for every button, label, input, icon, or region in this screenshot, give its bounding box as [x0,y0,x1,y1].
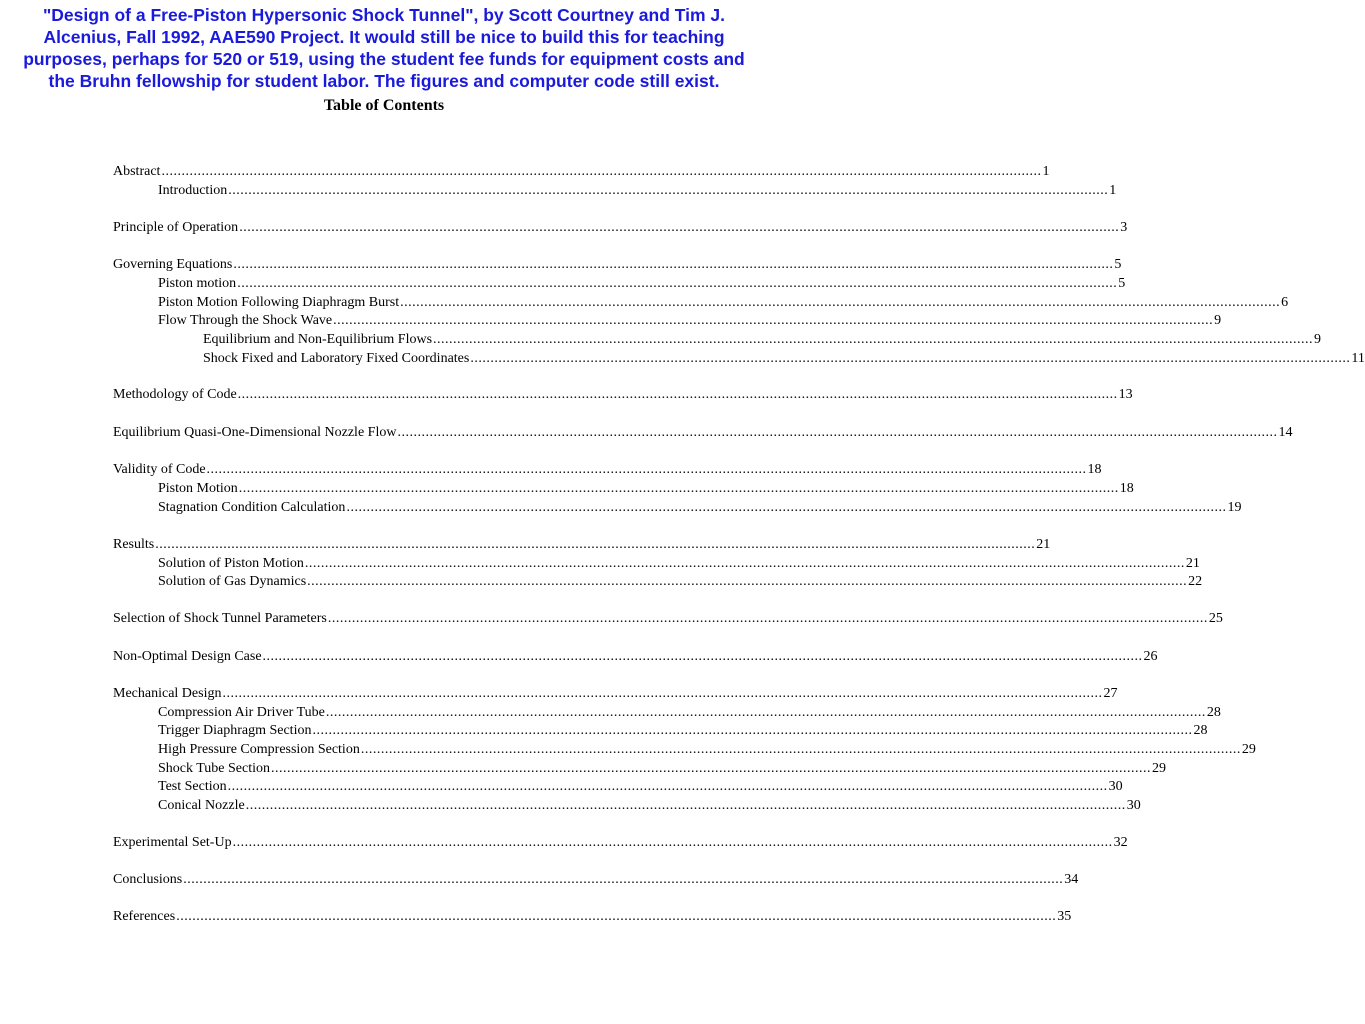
dot-leader: ............................................................................................................................................................................................................................ [397,425,1278,440]
toc-entry-label: Abstract [113,164,161,179]
dot-leader: ............................................................................................................................................................................................................................ [346,500,1227,515]
dot-leader: ............................................................................................................................................................................................................................ [228,183,1109,198]
toc-entry-label: Piston Motion Following Diaphragm Burst [158,295,400,310]
dot-leader: ............................................................................................................................................................................................................................ [307,574,1188,589]
toc-entry-label: Shock Fixed and Laboratory Fixed Coordinates [203,351,470,366]
toc-entry-label: Shock Tube Section [158,761,271,776]
toc-entry-page: 22 [1188,574,1203,589]
toc-entry [158,480,1134,498]
toc-entry [158,778,1123,796]
toc-entry-label: Results [113,537,155,552]
toc-entry [158,555,1200,573]
toc-entry [203,331,1322,349]
toc-entry [158,704,1221,722]
toc-entry-page: 28 [1206,705,1221,720]
toc-entry-label: Methodology of Code [113,387,237,402]
toc-entry-label: Test Section [158,779,227,794]
dot-leader: ............................................................................................................................................................................................................................ [183,872,1064,887]
toc-entry [113,163,1050,181]
toc-entry-label: Selection of Shock Tunnel Parameters [113,611,327,626]
toc-entry-page: 14 [1278,425,1293,440]
toc-entry [203,350,1365,368]
toc-entry-page: 21 [1185,556,1200,571]
toc-entry-label: Solution of Piston Motion [158,556,304,571]
toc-entry [158,312,1222,330]
toc-entry [158,760,1167,778]
dot-leader: ............................................................................................................................................................................................................................ [233,257,1114,272]
toc-entry-page: 29 [1152,761,1167,776]
dot-leader: ............................................................................................................................................................................................................................ [433,332,1314,347]
dot-leader: ............................................................................................................................................................................................................................ [262,649,1143,664]
toc-entry-page: 35 [1057,909,1072,924]
dot-leader: ............................................................................................................................................................................................................................ [271,761,1152,776]
toc-entry-label: Conclusions [113,872,183,887]
dot-leader: ............................................................................................................................................................................................................................ [333,313,1214,328]
toc-entry-label: Trigger Diaphragm Section [158,723,312,738]
toc-entry [113,461,1102,479]
toc-entry [113,219,1128,237]
dot-leader: ............................................................................................................................................................................................................................ [237,387,1118,402]
toc-title: Table of Contents [323,97,445,114]
toc-entry [113,648,1158,666]
toc-entry [158,797,1141,815]
dot-leader: ............................................................................................................................................................................................................................ [176,909,1057,924]
toc-entry-page: 30 [1108,779,1123,794]
toc-entry-page: 3 [1120,220,1128,235]
toc-entry-page: 25 [1208,611,1223,626]
toc-entry-page: 5 [1118,276,1126,291]
dot-leader: ............................................................................................................................................................................................................................ [470,351,1351,366]
toc-entry [113,256,1122,274]
toc-entry-label: Conical Nozzle [158,798,245,813]
dot-leader: ............................................................................................................................................................................................................................ [222,686,1103,701]
toc-entry-page: 26 [1143,649,1158,664]
toc-entry [158,275,1126,293]
toc-entry-label: Mechanical Design [113,686,222,701]
toc-entry [113,424,1293,442]
toc-entry-page: 19 [1227,500,1242,515]
dot-leader: ............................................................................................................................................................................................................................ [161,164,1042,179]
dot-leader: ............................................................................................................................................................................................................................ [245,798,1126,813]
toc-entry-page: 1 [1109,183,1117,198]
dot-leader: ............................................................................................................................................................................................................................ [227,779,1108,794]
toc-entry-label: Experimental Set-Up [113,835,232,850]
toc-entry-page: 27 [1103,686,1118,701]
toc-entry-label: Solution of Gas Dynamics [158,574,307,589]
dot-leader: ............................................................................................................................................................................................................................ [238,481,1119,496]
dot-leader: ............................................................................................................................................................................................................................ [360,742,1241,757]
dot-leader: ............................................................................................................................................................................................................................ [155,537,1036,552]
toc-entry-page: 21 [1036,537,1051,552]
project-note: "Design of a Free-Piston Hypersonic Shock Tunnel", by Scott Courtney and Tim J. Alcenius, Fall 1992, AAE590 Project. It would still be nice to build this for teaching purposes, perhaps for 520 or 519, using the student fee funds for equipment costs and the Bruhn fellowship for student labor. The figures and computer code still exist. [23,5,745,91]
toc-entry-label: Stagnation Condition Calculation [158,500,346,515]
toc-entry-page: 13 [1118,387,1133,402]
toc-entry-label: Introduction [158,183,228,198]
toc-entry [113,386,1133,404]
toc-entry-label: Principle of Operation [113,220,239,235]
toc-entry [113,610,1223,628]
toc-entry-label: Governing Equations [113,257,233,272]
toc-entry-label: Piston motion [158,276,237,291]
toc-entry-page: 6 [1281,295,1289,310]
toc-entry-label: High Pressure Compression Section [158,742,360,757]
dot-leader: ............................................................................................................................................................................................................................ [304,556,1185,571]
toc-entry-page: 34 [1064,872,1079,887]
dot-leader: ............................................................................................................................................................................................................................ [232,835,1113,850]
dot-leader: ............................................................................................................................................................................................................................ [239,220,1120,235]
dot-leader: ............................................................................................................................................................................................................................ [312,723,1193,738]
toc-entry-page: 9 [1314,332,1322,347]
toc-entry-page: 18 [1087,462,1102,477]
toc-entry [113,834,1128,852]
toc-entry-page: 5 [1114,257,1122,272]
toc-entry [113,685,1118,703]
dot-leader: ............................................................................................................................................................................................................................ [400,295,1281,310]
toc-entry-page: 18 [1119,481,1134,496]
toc-entry-label: Flow Through the Shock Wave [158,313,333,328]
toc-entry-page: 11 [1351,351,1365,366]
toc-entry [158,573,1203,591]
toc-entry-page: 9 [1214,313,1222,328]
toc-entry-label: References [113,909,176,924]
toc-entry [113,536,1051,554]
toc-entry [158,294,1289,312]
toc-entry-page: 32 [1113,835,1128,850]
toc-entry [113,908,1072,926]
dot-leader: ............................................................................................................................................................................................................................ [206,462,1087,477]
toc-entry-label: Equilibrium and Non-Equilibrium Flows [203,332,433,347]
toc-entry-page: 28 [1193,723,1208,738]
toc-entry-label: Non-Optimal Design Case [113,649,262,664]
toc-entry [158,499,1242,517]
toc-entry [158,722,1208,740]
dot-leader: ............................................................................................................................................................................................................................ [325,705,1206,720]
toc-entry-page: 1 [1042,164,1050,179]
dot-leader: ............................................................................................................................................................................................................................ [237,276,1118,291]
toc-entry-label: Validity of Code [113,462,206,477]
toc-entry-label: Compression Air Driver Tube [158,705,325,720]
toc-entry-page: 30 [1126,798,1141,813]
toc-entry [158,741,1256,759]
toc-entry [113,871,1079,889]
toc-entry-page: 29 [1241,742,1256,757]
dot-leader: ............................................................................................................................................................................................................................ [327,611,1208,626]
toc-entry-label: Equilibrium Quasi-One-Dimensional Nozzle Flow [113,425,397,440]
toc-entry [158,182,1117,200]
toc-entry-label: Piston Motion [158,481,238,496]
